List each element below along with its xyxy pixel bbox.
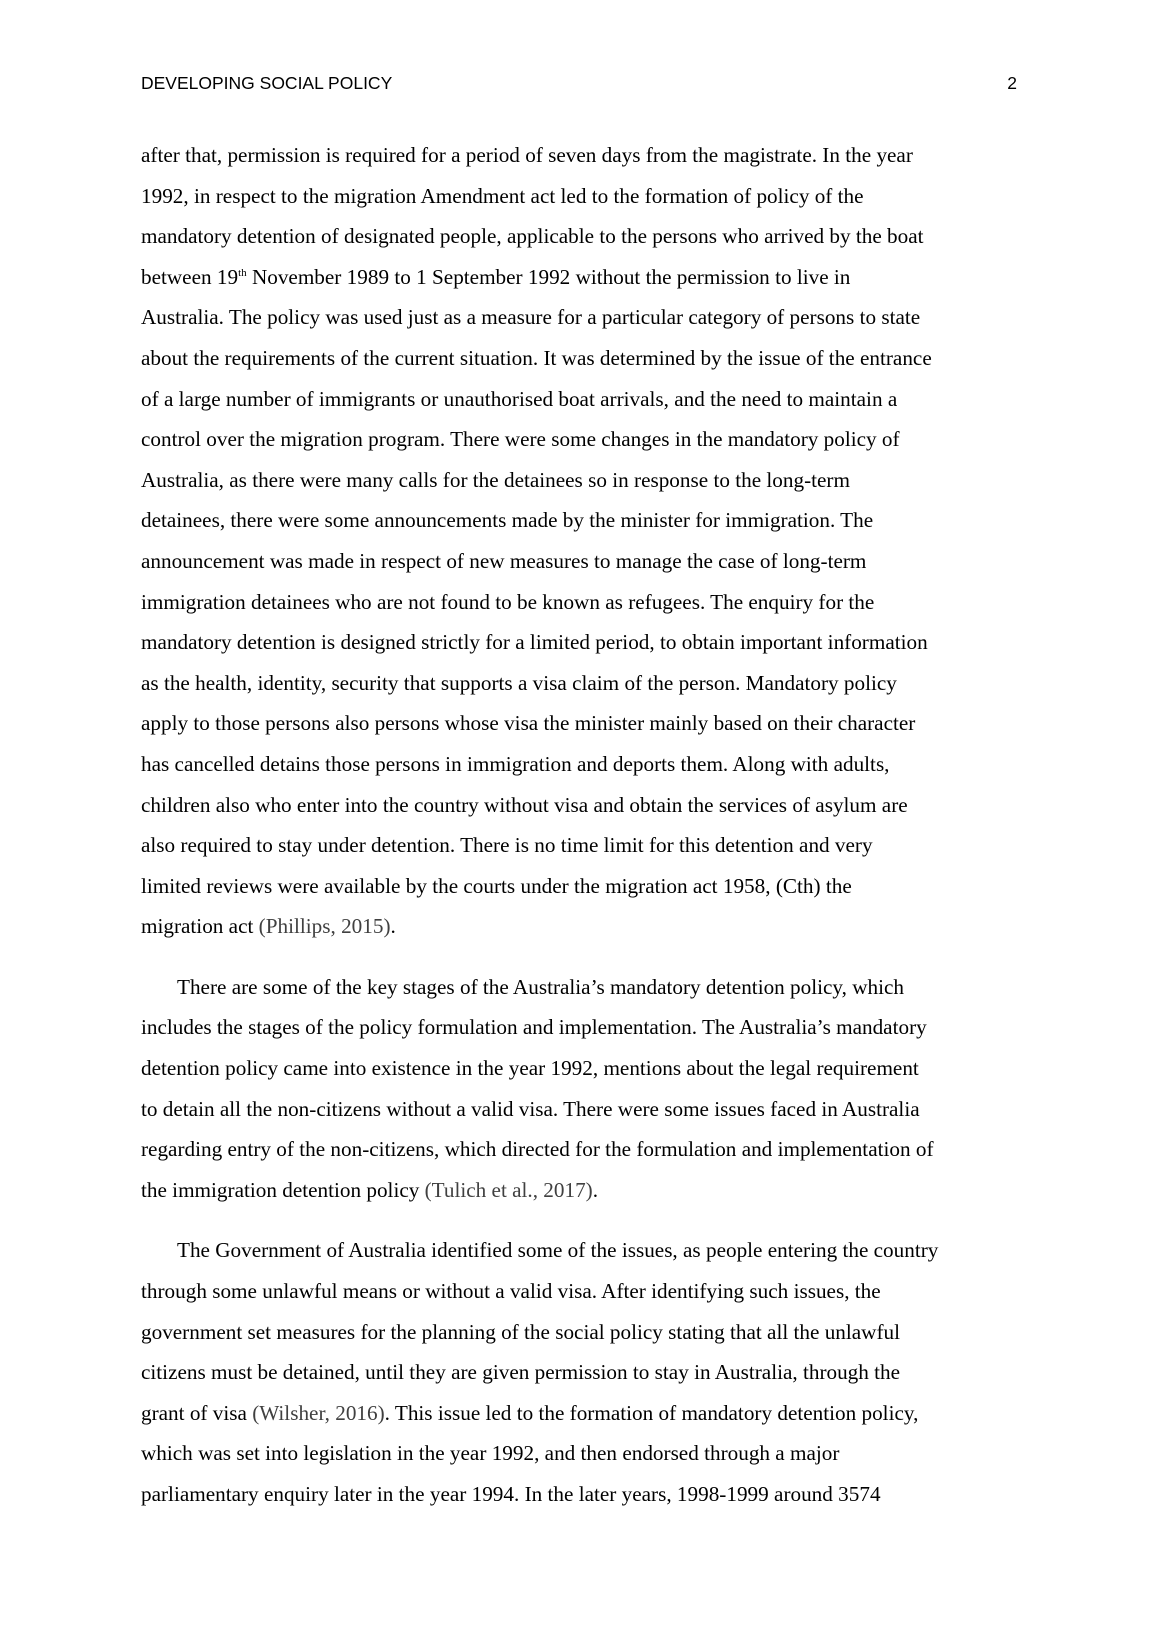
- text-line: which was set into legislation in the year 1992, and then endorsed through a major: [141, 1441, 840, 1466]
- text-line: citizens must be detained, until they are given permission to stay in Australia, through the: [141, 1360, 901, 1385]
- citation: (Tulich et al., 2017): [424, 1177, 593, 1202]
- text-line: through some unlawful means or without a valid visa. After identifying such issues, the: [141, 1279, 881, 1304]
- paragraph-2: [141, 967, 1026, 1211]
- text-run: between 19: [141, 264, 239, 289]
- text-line: Australia, as there were many calls for the detainees so in response to the long-term: [141, 467, 850, 492]
- text-line: mandatory detention is designed strictly for a limited period, to obtain important information: [141, 630, 928, 655]
- text-line: Australia. The policy was used just as a measure for a particular category of persons to state: [141, 305, 921, 330]
- paragraph-3: [141, 1230, 1026, 1514]
- running-head-title: DEVELOPING SOCIAL POLICY: [141, 73, 393, 93]
- paragraph-1: [141, 135, 1026, 947]
- superscript-ordinal: th: [238, 266, 247, 279]
- text-line: also required to stay under detention. There is no time limit for this detention and very: [141, 833, 873, 858]
- text-line: parliamentary enquiry later in the year 1994. In the later years, 1998-1999 around 3574: [141, 1482, 881, 1506]
- text-line: detention policy came into existence in the year 1992, mentions about the legal requirement: [141, 1056, 919, 1081]
- text-line: has cancelled detains those persons in immigration and deports them. Along with adults,: [141, 751, 890, 776]
- text-run: November 1989 to 1 September 1992 without the permission to live in: [246, 264, 851, 289]
- text-line: of a large number of immigrants or unauthorised boat arrivals, and the need to maintain a: [141, 386, 898, 411]
- text-line: [141, 906, 1026, 947]
- text-line: immigration detainees who are not found to be known as refugees. The enquiry for the: [141, 589, 875, 614]
- text-line: 1992, in respect to the migration Amendment act led to the formation of policy of the: [141, 183, 864, 208]
- paragraph-spacing: [141, 1210, 1026, 1230]
- text-line: after that, permission is required for a period of seven days from the magistrate. In the year: [141, 143, 913, 167]
- text-line: mandatory detention of designated people, applicable to the persons who arrived by the boat: [141, 224, 924, 249]
- text-line: to detain all the non-citizens without a valid visa. There were some issues faced in Australia: [141, 1096, 920, 1121]
- text-line: There are some of the key stages of the Australia’s mandatory detention policy, which: [177, 974, 905, 999]
- citation: (Wilsher, 2016): [252, 1400, 385, 1425]
- text-run: grant of visa: [141, 1400, 253, 1425]
- text-line: as the health, identity, security that supports a visa claim of the person. Mandatory policy: [141, 670, 897, 695]
- text-line: The Government of Australia identified some of the issues, as people entering the country: [177, 1238, 939, 1263]
- text-run: the immigration detention policy: [141, 1177, 425, 1202]
- text-line: [141, 1393, 1026, 1434]
- text-line: includes the stages of the policy formulation and implementation. The Australia’s mandatory: [141, 1015, 927, 1040]
- citation: (Phillips, 2015): [258, 914, 391, 939]
- text-line: about the requirements of the current situation. It was determined by the issue of the entrance: [141, 345, 932, 370]
- text-run: .: [390, 914, 396, 939]
- text-line: government set measures for the planning of the social policy stating that all the unlawful: [141, 1319, 901, 1344]
- page-number: 2: [1007, 73, 1017, 93]
- text-run: . This issue led to the formation of mandatory detention policy,: [384, 1400, 919, 1425]
- text-line: detainees, there were some announcements made by the minister for immigration. The: [141, 508, 874, 533]
- text-line: announcement was made in respect of new measures to manage the case of long-term: [141, 548, 867, 573]
- paragraph-spacing: [141, 947, 1026, 967]
- text-line: children also who enter into the country without visa and obtain the services of asylum are: [141, 792, 908, 817]
- text-line: apply to those persons also persons whose visa the minister mainly based on their character: [141, 711, 916, 736]
- text-line: limited reviews were available by the courts under the migration act 1958, (Cth) the: [141, 873, 852, 898]
- text-run: .: [592, 1177, 599, 1202]
- text-run: migration act: [141, 914, 259, 939]
- page-header: [141, 70, 1017, 96]
- text-line: [141, 1170, 1026, 1211]
- text-line: control over the migration program. There were some changes in the mandatory policy of: [141, 427, 900, 452]
- document-body: [141, 135, 1026, 1515]
- text-line: regarding entry of the non-citizens, which directed for the formulation and implementation of: [141, 1137, 934, 1162]
- text-line: [141, 257, 1026, 298]
